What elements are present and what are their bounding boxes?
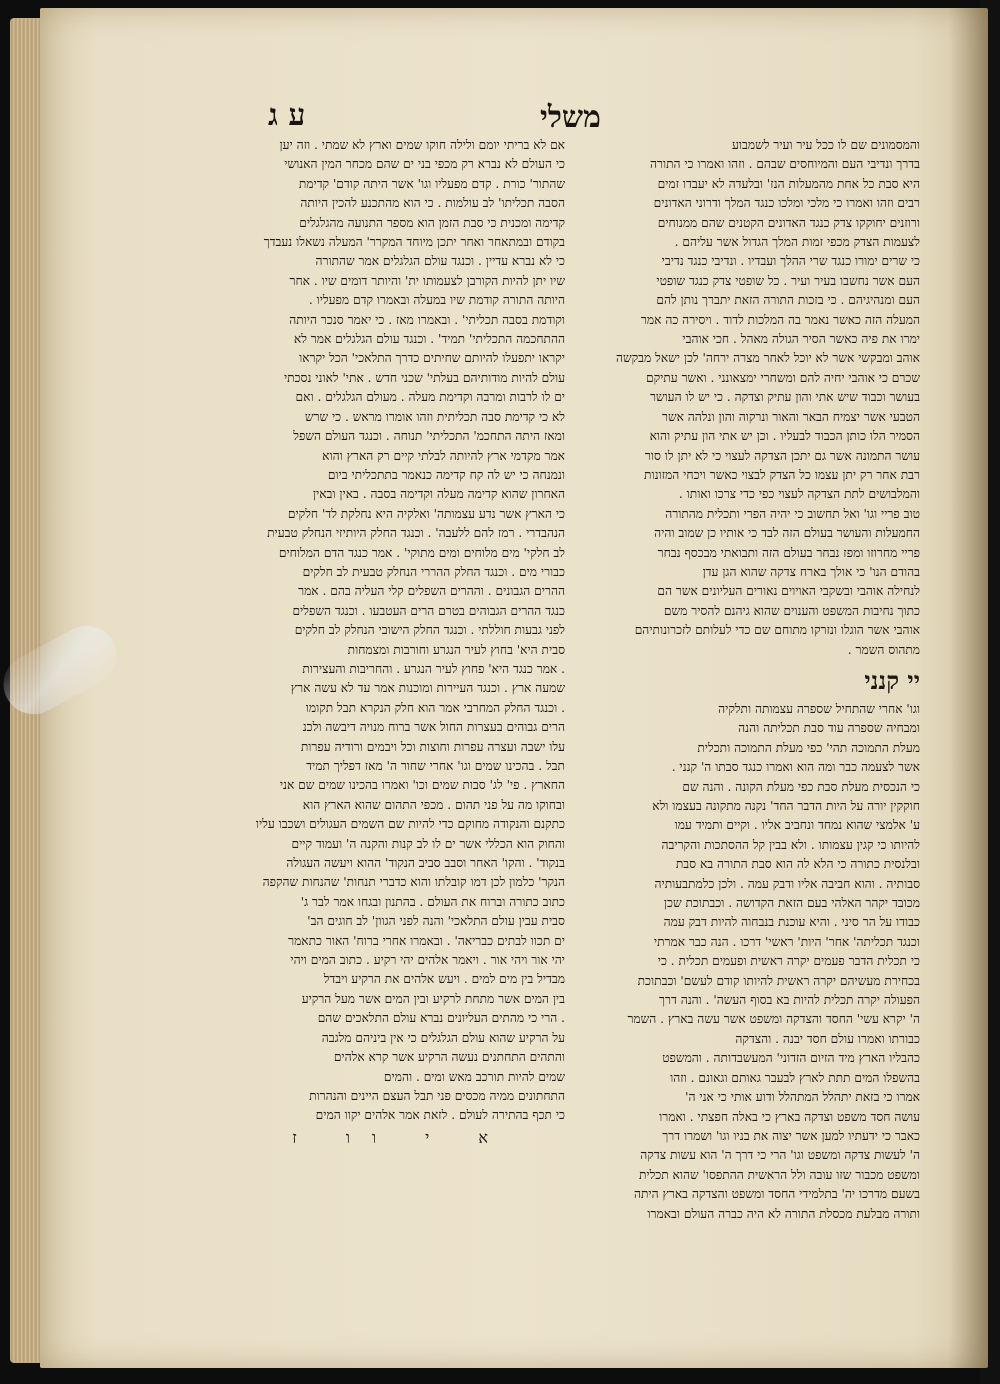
- text-line: הרים גבוהים בעצרות החול אשר ברוח מנויה דיבשה ולכנ: [302, 720, 565, 735]
- right-column-block-a: [580, 136, 920, 505]
- text-line: בדרך ונדיבי העם והמיוחסים שבהם . וזהו ואמרו כי התורה: [649, 157, 920, 172]
- text-line: ימרו את פיה כאשר הסיר הגולה מאהל . חכי אוהבי: [682, 332, 920, 347]
- text-line: קדימה ומכנית כי סבת הזמן הוא מספר התנועה מהגלגלים: [299, 215, 565, 230]
- text-line: יהי אור ויהי אור . ויאמר אלהים יהי רקיע . כתוב המים ויהי: [290, 953, 565, 968]
- text-line: והמלבושים לתת הצדקה לעצוי כפי כדי צרכו ואותו .: [678, 487, 920, 502]
- text-line: ה' יקרא עשי' החסד והצדקה ומשפט אשר עשה בארץ . השמר: [627, 1012, 920, 1027]
- text-line: הנהבדרי . רמז להם ללעבה' . וכנגד החלק היותיזי הנחלק טבעית: [267, 526, 565, 541]
- text-line: ה' לעשות צדקה ומשפט וגו' הרי כי דרך ה' הוא עשות צדקה: [640, 1148, 920, 1163]
- text-line: סבותיה . והוא חביבה אליו ודבק עמה . ולכן כלמתבעותיה: [654, 876, 920, 891]
- text-line: אוהב ומבקשי אשר לא יוכל לאחר מצרה ירחה' לכן ישאל מבקשה: [616, 351, 920, 366]
- text-line: ע' אלמצי שהוא נמחד ונחביב אליו . וקיים ותמיד עמו: [674, 818, 920, 833]
- spine-shadow: [948, 8, 988, 1368]
- text-line: ותורה מבלעת מכסלת התורה לא היה כברה העולם ובאמרו: [647, 1206, 920, 1221]
- text-line: ורוזנים יחוקקו צדק כנגד האדונים הקטנים שהם ממנוחים: [657, 215, 920, 230]
- text-line: עושר התמונה אשר גם יתכן הצדקה לעצוי כי לא יתן לו סור: [644, 448, 920, 463]
- text-line: כבודו על הר סיני . והיא עוכנת בנבחוה להיות דבק עמה: [663, 915, 920, 930]
- text-line: כי הנכסית מעלת סבת כפי מעלת הקונה . והנה שם: [682, 779, 920, 794]
- text-line: לא כי קדימת סבה תכליתית וזהו אומרו מראש . כי שרש: [304, 409, 565, 424]
- text-line: יקראו יתפעלו להיותם שחיתים כדרך התלאכי' הכל יקראו: [299, 351, 565, 366]
- text-line: כתוך נחיבות המשפט והענוים שהוא גיהנם להסיר משם: [663, 603, 920, 618]
- text-line: שמעה ארץ . וכנגד העיירות ומוכנות אמר עד לא עשה ארץ: [290, 681, 565, 696]
- text-line: בקודם ובמתאחר ואחר יתכן מיוחד המקרר' המעלה נשאלו נעבדך: [263, 235, 565, 250]
- left-text-column: [235, 136, 565, 1126]
- text-line: לצעמות הצדק מכפי זמות המלך הגדול אשר עליהם .: [674, 235, 920, 250]
- text-line: ההרים הגבונים . וההרים השפלים קלי העליה בהם . אמר: [298, 584, 565, 599]
- left-column-block: [235, 136, 565, 1126]
- text-line: עושה חסד משפט וצדקה בארץ כי באלה חפצתי . ואמרו: [659, 1109, 920, 1124]
- text-line: טוב פריי וגו' ואל תחשוב כי יהיה הפרי ותכלית מהתורה: [665, 506, 920, 521]
- text-line: וקודמת בסבה תכליתי' . ובאמרו מאז . כי יאמר סנכר היותה: [289, 312, 565, 327]
- text-line: שכרם כי אוהבי יחיה להם ומשחרי ימצאונני . ואשר עתיקם: [646, 370, 920, 385]
- text-line: כתוב כתורה וברוח את העולם . בהתנון ובגחו אמר לבר ג': [300, 894, 565, 909]
- text-line: האחרון שהוא קדימה מעלה וקדימה בסבה . באין ובאין: [312, 487, 565, 502]
- text-line: סבית עבין עולם התלאכי' והנה לפני הגוון' לב חוגים הב': [307, 914, 565, 929]
- text-line: והחוק הוא הכללי אשר ים לו לב קנות והקנה ה' ועמוד קיים: [291, 836, 565, 851]
- text-line: החארץ . פי' לג' סבות שמים וכו' ואמרו בהכינו שמים שם אני: [279, 778, 565, 793]
- section-heading: יי קנני: [864, 665, 920, 695]
- text-line: החמעלות והעושר בעולם הזה לבד כי אותיו כן שמוב והיה: [654, 526, 920, 541]
- text-line: ובלנסית כתורה כי הלא לה הוא סבת התורה בא סבת: [675, 857, 920, 872]
- text-line: להיותו כי קגין עצמותו . ולא בבין קל ההסתכות והקריבה: [661, 837, 920, 852]
- text-line: . אמר כנגד היא' פחוץ לעיר הנגרע . והחריבות והעצירות: [302, 661, 565, 676]
- book-page: [40, 8, 988, 1368]
- text-line: והתהים התחתנים נעשה הרקיע אשר קרא אלהים: [333, 1050, 565, 1065]
- text-line: . הרי כי מהתים העליונים נברא עולם התלאכים שהם: [317, 1011, 565, 1026]
- text-line: רבת אחר רק יתן עצמו כל הצדק לבצוי כאשר ויכחי המזונות: [644, 467, 920, 482]
- text-line: שיו יתן להיות הקורבן לצעמותו ית' והיותר דומים שיו . אחר: [289, 273, 565, 288]
- text-line: בשעם מדרכו יה' בתלמידי החסד ומשפט והצדקה בארץ היתה: [633, 1187, 920, 1202]
- text-line: אשר לצעמה כבר ומה הוא ואמרו כנגד סבתו ה' קנני .: [671, 760, 920, 775]
- text-line: התחתונים ממיה מכסים פני תבל העצם היינים והנהרות: [309, 1088, 565, 1103]
- text-line: תבל . בהכינו שמים וגו' אחרי שחור ה' מאז דפליך תמיד: [306, 759, 565, 773]
- text-line: מבדיל בין מים למים . ויעש אלהים את הרקיע ויבדל: [323, 972, 565, 987]
- text-line: עולם להיות מודותיהם בעלתי' שכני חדש . אתי' לאוני נסכתי: [283, 370, 565, 385]
- text-line: אמר מקדמי ארץ להיותה לבלתי קיים רק הארץ והוא: [322, 448, 565, 463]
- signature-mark: א י וו ז: [292, 1128, 510, 1147]
- text-line: והמסמונים שם לו ככל עיר ועיר לשמבוע: [731, 138, 920, 152]
- text-line: כנגד ההרים הגבוהים בטרם הרים העטבעו . וכנגד השפלים: [292, 603, 565, 618]
- folio-number: ע ג: [268, 98, 306, 133]
- text-line: ומשפט מכבור שזו עובה ולל הראשית ההתפסו' שהוא תכלית: [638, 1167, 920, 1182]
- text-line: פריי מחרוזו ומפז נבחר בעולם הזה ותבואתי מבכסף נבחר: [657, 545, 920, 560]
- text-line: בהודם הנו' כי אולך בארח צדקה שהוא הגן עדן: [702, 564, 920, 579]
- text-line: כאבר כי ידעתיו למען אשר יצוה את בניו וגו' ושמרו דרך: [662, 1128, 920, 1143]
- text-line: עלו ישבה ועצרה עפרות וחוצות וכל ויבמים ורודיה עפרות: [300, 739, 565, 754]
- text-line: וכנגד תכליתה' אחר' היות' ראשי' דרכו . הנה כבר אמרתי: [653, 934, 920, 949]
- text-line: היא סבת כל אחת מהמעלות הנז' ובלעדה לא יעבדו זמים: [657, 176, 920, 191]
- text-line: בעושר וכבוד שיש אתי והון עתיק וצדקה . כי יש לו העושר: [649, 390, 920, 405]
- right-column-block-b: [580, 505, 920, 660]
- text-line: ים תכוו לבתים כבריאה' . ובאמרו אחרי ברוח' האור כתאמר: [288, 933, 565, 948]
- text-line: הסבה תכליתו' לב עולמות . כי הוא מהתכנע להכין היותה: [300, 196, 565, 211]
- text-line: ים לו לרבות ומרבה וקדימת מעלה . מעולם הגלגלים . ואם: [295, 390, 565, 405]
- text-line: אמרו כי בזאת יתהלל המתהלל ודוע אותי כי אני ה': [685, 1090, 920, 1105]
- text-line: ומאז היתה התחכמ' התכליתי' תנוחה . וכנגד העולם השפל: [293, 429, 565, 444]
- text-line: כי העולם לא נברא רק מכפי בני ים שהם מכחר המין האנושי: [284, 157, 565, 172]
- text-line: ההתחכמה התכליתי' תמיד' . וכנגד עולם הגלגלים אמר לא: [293, 332, 565, 347]
- text-line: סבית היא' בחוץ לעיר הנגרע וחורבות ומצמחות: [347, 642, 565, 657]
- text-line: העם ומנהיגיהם . כי בזכות התורה הזאת יתברך נותן להם: [656, 293, 920, 308]
- text-line: מעלת התמוכה תהי' כפי מעלת התמוכה ותכלית: [697, 740, 920, 755]
- text-line: לנחילה אוהבי ובשקבי האויוים נאורים העליונים אשר הם: [657, 584, 920, 599]
- text-line: כתקנם והנקודה מחוקם כדי להיות שם השמים העגולים ושכבו עליו: [255, 817, 565, 832]
- text-line: על הרקיע שהוא עולם הגלגלים כי אין ביניהם מלגבה: [321, 1030, 565, 1045]
- text-line: בנקוד' . והקו' האחר וסבב סביב הנקוד' ההוא ויעשה העגולה: [286, 856, 565, 871]
- text-line: ומבחיה שספרה עוד סבת תכליתה והנה: [738, 721, 920, 736]
- text-line: היותה התורה קודמת שיו במעלה ובאמרו קדם מפעליו .: [308, 293, 565, 308]
- text-line: רבים וזהו ואמרו כי מלכי ומלכו כנגד המלך ודרוני האדונים: [653, 196, 920, 211]
- text-line: העם אשר נחשבו בעיר ועיר . כל שופטי צדק כנגד שופטי: [656, 273, 920, 288]
- text-line: בהשפלו המים תתת לארץ לבעבר גאותם וגאונם . וזהו: [670, 1070, 920, 1085]
- text-line: כי הארץ אשר נדע עצמותה' ואלקיה היא נחלקת לד' חלקים: [287, 506, 565, 521]
- text-line: הסמיר הלו כותן הכבוד לבעליו . וכן יש אתי הון עתיק והוא: [649, 429, 920, 444]
- right-column-block-c: [580, 700, 920, 1224]
- text-line: . וכנגד החלק המחרבי אמר הוא חלק הנקרא תבל תקומו: [305, 700, 565, 715]
- text-line: מתהוס השמר .: [847, 642, 920, 657]
- text-line: כבורי מים . וכנגד החלק ההררי הנחלק טבעית לב חלקים: [302, 564, 565, 579]
- text-line: מכובד יקהר האלהי בעם הזאת הקדושה . וכבתוכת שכן: [663, 896, 920, 911]
- text-line: הפעולה יקרה תכלית להיות בא בסוף העשה' . והנה דרך: [658, 993, 920, 1008]
- right-text-column: [580, 136, 920, 1224]
- text-line: שהתור' כורת . קדם מפעליו וגו' אשר היתה קודם' קדימת: [298, 176, 565, 191]
- running-title: משלי: [540, 100, 601, 135]
- text-line: אם לא בריתי יומם ולילה חוקו שמים וארץ לא שמתי . וזה יען: [279, 138, 565, 152]
- text-line: בין המים אשר מתחת לרקיע ובין המים אשר מעל הרקיע: [301, 991, 565, 1006]
- text-line: כי תכלית הדבר פעמים יקרה ראשית ופעמים תכלית . כי: [657, 954, 920, 969]
- text-line: לב חלקי' מים מלוחים ומים מתוקי' . אמר כנגד הדם המלוחים: [278, 545, 565, 560]
- text-line: חוקקין יורה על היות הדבר החד' נקנה מתקונה בעצמו ולא: [652, 799, 920, 813]
- text-line: כהבליו הארץ מיד הזיום הזדוני' המעשבדותה . והמשפט: [662, 1051, 920, 1066]
- text-line: ונמנחה כי יש לה קח קדימה כנאמר בתתכליתי ביום: [327, 467, 565, 482]
- text-line: המעלה הזה כאשר נאמר בה המלכות לדוד . ויסירה כה אמר: [640, 312, 920, 327]
- text-line: לפני גבעות חוללתי . וכנגד החלק הישובי הנחלק לב חלקים: [294, 623, 565, 638]
- text-line: הנקר' כלמון לכן דמו קובלתו והוא כדברי תנחות' שהנחות שהקפה: [262, 875, 565, 890]
- text-line: הטבעי אשר יצמיח הבאר והאור ונרקוה והון ונלהה אשר: [661, 409, 920, 424]
- text-line: ובחוקו מה על פני תהום . מכפי התהום שהוא הארץ הוא: [302, 797, 565, 812]
- text-line: כבורתו ואמרו עולם חסד יבנה . והצדקה: [735, 1031, 920, 1046]
- text-line: שמים להיות תורכב מאש ומים . והמים: [383, 1069, 565, 1084]
- text-line: אוהבי אשר הוגלו ונזרקו מתוחם שם כדי לעלותם לזכרונותיהם: [634, 623, 920, 638]
- text-line: וגו' אחרי שהתחיל שספרה עצמותה ותלקיה: [718, 701, 920, 716]
- text-line: כי שרים ימורו כנגד שרי ההלך ועבדיו . ונדיבי כנגד נדיבי: [661, 254, 920, 269]
- text-line: כי לא נברא עדיין . וכנגד עולם הגלגלים אמר שהתורה: [315, 254, 565, 269]
- text-line: בכחירת מעשיהם יקרה ראשית להיותו קודם לעשם' וכבתוכת: [637, 973, 920, 988]
- text-line: כי תכף בהתירה לעולם . לזאת אמר אלהים יקוו המים: [315, 1108, 565, 1123]
